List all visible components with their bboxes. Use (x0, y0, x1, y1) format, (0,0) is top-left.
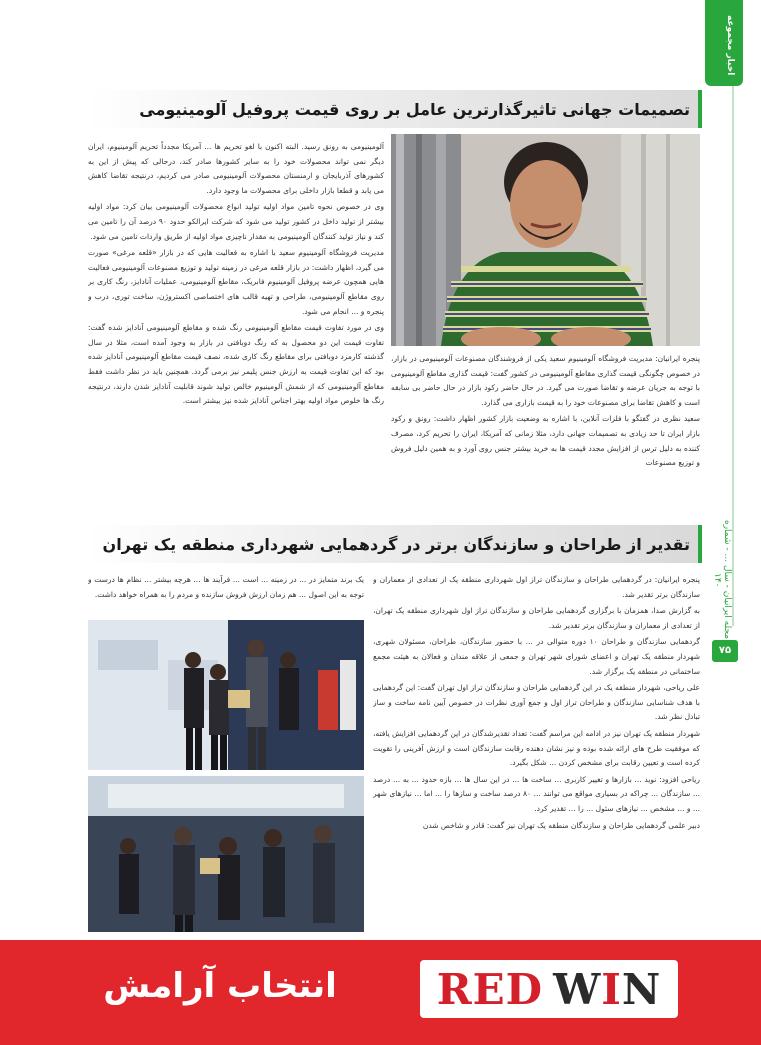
article1-portrait-photo (391, 134, 700, 346)
article2-column-right (373, 573, 700, 923)
article2-headline-bar (88, 525, 700, 563)
article1-title: تصمیمات جهانی تاثیرگذارترین عامل بر روی قیمت پروفیل آلومینیومی (139, 99, 690, 119)
magazine-side-label: مجله ایرانیان - سال ... - شماره ۱۴۰ (712, 520, 732, 640)
article1-left-paragraph: آلومینیومی به رونق رسید. البته اکنون با لغو تحریم ها ... آمریکا مجدداً تحریم آلومینیوم، ایران دیگر نمی تواند محصولات خود را به سایر کشورها صادر کند، درحالی که پیش از این به کشورهای آذربایجان و ارمنستان محصولات آلومینیومی صادر می کردیم، درنتیجه تقاضا کاهش می یابد و قطعا بازار داخلی برای محصولات ما وجود دارد. (88, 142, 384, 195)
article2-title: تقدیر از طراحان و سازندگان برتر در گردهمایی شهرداری منطقه یک تهران (102, 534, 690, 554)
article2-right-paragraph: ریاحی افزود: نوید ... بازارها و تغییر کاربری ... ساخت ها ... در این سال ها ... بازه حدود ... به ... درصد ... سازندگان ... چراکه در بسیاری مواقع می توانند ... ۸۰ درصد ساخت و سازها را ... اما ... نیازهای شهر ... و ... مشخص ... نیازهای سئول ... را ... تقدیر کرد. (373, 774, 700, 813)
article2-headline-accent (698, 525, 702, 563)
article1-left-paragraph: وی در مورد تفاوت قیمت مقاطع آلومینیومی رنگ شده و مقاطع آلومینیومی آنادایز شده گفت: تفاوت قیمت این دو محصول به که رنگ دوبافتی در بازار به وجود آمده است، مثلا در سال گذشته کارمزد دوبافتی برای مقاطع رنگ کاری شده، نصف قیمت مقاطع آلومینیومی آنادایز شده بود که این تفاوت قیمت به ارزش جنس پلیمر نیز برمی گردد. همچنین باید در نظر داشت فقط مقاطع آلومینیومی که از شمش آلومینیوم خالص تولید شوند قابلیت آنادایز شدن دارند، درنتیجه رنگ ها خلوص مواد اولیه بهتر اجناس آنادایز شده نیز بیشتر است. (88, 323, 384, 406)
ceremony-photo-2 (88, 776, 364, 932)
logo-text-black: W (553, 964, 602, 1014)
article1-right-paragraph: پنجره ایرانیان: مدیریت فروشگاه آلومینیوم سعید یکی از فروشندگان مصنوعات آلومینیومی در بازار، در خصوص چگونگی قیمت گذاری مقاطع آلومینیومی در کشور گفت: قیمت گذاری مقاطع آلومینیومی با توجه به جریان عرضه و تقاضا صورت می گیرد. در حال حاضر رکود بازار در حال حاضر بی سابقه است و کاهش تقاضا برای مصنوعات خود را به قیمت بازاری می گذارد. (391, 354, 700, 407)
article2-right-paragraph: علی ریاحی، شهردار منطقه یک در این گردهمایی طراحان و سازندگان تراز اول تهران گفت: این گردهمایی با هدف شناسایی سازندگان و طراحان تراز اول و جمع آوری نظرات در خصوص آیین نامه ساخت و ساز تبادل نظر شد. (373, 683, 700, 722)
article1-left-paragraph: وی در خصوص نحوه تامین مواد اولیه تولید انواع محصولات آلومینیومی بیان کرد: مواد اولیه بیشتر از تولید داخل در کشور تولید می شود که شرکت ایرالکو حدود ۹۰ درصد آن را تامین می کند و نیاز تولید کنندگان آلومینیومی به مقدار ناچیزی مواد اولیه از طریق واردات تامین می شود. (88, 202, 384, 241)
logo-text-red-i: I (601, 964, 622, 1014)
page-number: ۷۵ (712, 640, 738, 662)
section-tab (705, 0, 743, 86)
redwin-logo (420, 960, 678, 1018)
article1-right-paragraph: سعید نظری در گفتگو با فلزات آنلاین، با اشاره به وضعیت بازار کشور اظهار داشت: رونق و رکود بازار ایران تا حد زیادی به تصمیمات جهانی دارد، مثلا زمانی که آمریکا، ایران را تحریم کرد، مصرف کننده به دلیل ترس از افزایش مجدد قیمت ها به خرید بیشتر جنس روی آورد و به همین دلیل فروش و توزیع مصنوعات (391, 414, 700, 468)
article1-column-left (88, 140, 384, 510)
article2-left-paragraph: یک برند متمایز در ... در زمینه ... است ... فرآیند ها ... هرچه بیشتر ... نظام ها درست و توجه به این اصول ... هم زمان ارزش فروش سازنده و مردم را به همراه خواهد داشت. (88, 575, 364, 599)
article1-left-paragraph: مدیریت فروشگاه آلومینیوم سعید با اشاره به فعالیت هایی که در بازار «قلعه مرغی» صورت می گیرد، اظهار داشت: در بازار قلعه مرغی در زمینه تولید و توزیع مصنوعات آلومینیومی فعالیت هایی همچون عرضه پروفیل آلومینیوم فابریک، مقاطع آلومینیومی، عملیات آنادایز، رنگ کاری بر روی مقاطع آلومینیومی، طراحی و تهیه قالب های اختصاصی اکستروژن، ساخت توری، درب و پنجره و ... انجام می شود. (88, 248, 384, 316)
article2-right-paragraph: پنجره ایرانیان: در گردهمایی طراحان و سازندگان تراز اول شهرداری منطقه یک از تعدادی از معماران و سازندگان برتر تقدیر شد. (373, 575, 700, 599)
article2-right-paragraph: دبیر علمی گردهمایی طراحان و سازندگان منطقه یک تهران نیز گفت: قادر و شاخص شدن (422, 820, 700, 830)
article2-right-paragraph: شهردار منطقه یک تهران نیز در ادامه این مراسم گفت: تعداد تقدیرشدگان در این گردهمایی افزایش یافته، که موفقیت طرح های ارائه شده بوده و نیز نشان دهنده رقابت سازندگان است و ارزش آفرینی را تقویت کرده است و تعیین رقابت برای مشخص کردن ... شکل بگیرد. (373, 728, 700, 768)
article1-column-right (391, 352, 700, 510)
article1-headline-accent (698, 90, 702, 128)
ceremony-illustration-1 (88, 620, 364, 770)
article2-column-left (88, 573, 364, 617)
logo-text-red: RED (436, 964, 544, 1014)
ad-slogan: انتخاب آرامش (103, 966, 337, 1006)
logo-text-black-n: N (621, 964, 662, 1014)
ceremony-illustration-2 (88, 776, 364, 932)
portrait-illustration (391, 134, 700, 346)
ceremony-photo-1 (88, 620, 364, 770)
side-divider (732, 86, 734, 626)
section-tab-label: اخبار مجموعه (725, 14, 735, 76)
article2-right-paragraph: گردهمایی سازندگان و طراحان ۱۰ دوره متوالی در ... با حضور سازندگان، طراحان، مسئولان شهری، شهردار منطقه یک تهران و اعضای شورای شهر تهران و جمعی از علاقه مندان و فعالان به هیئت مجمع ساختمانی در منطقه یک برگزار شد. (373, 637, 700, 676)
article2-right-paragraph: به گزارش صدا، همزمان با برگزاری گردهمایی طراحان و سازندگان تراز اول شهرداری منطقه یک تهران، از تعدادی از معماران و سازندگان برتر تقدیر شد. (373, 606, 700, 630)
article1-headline-bar (88, 90, 700, 128)
